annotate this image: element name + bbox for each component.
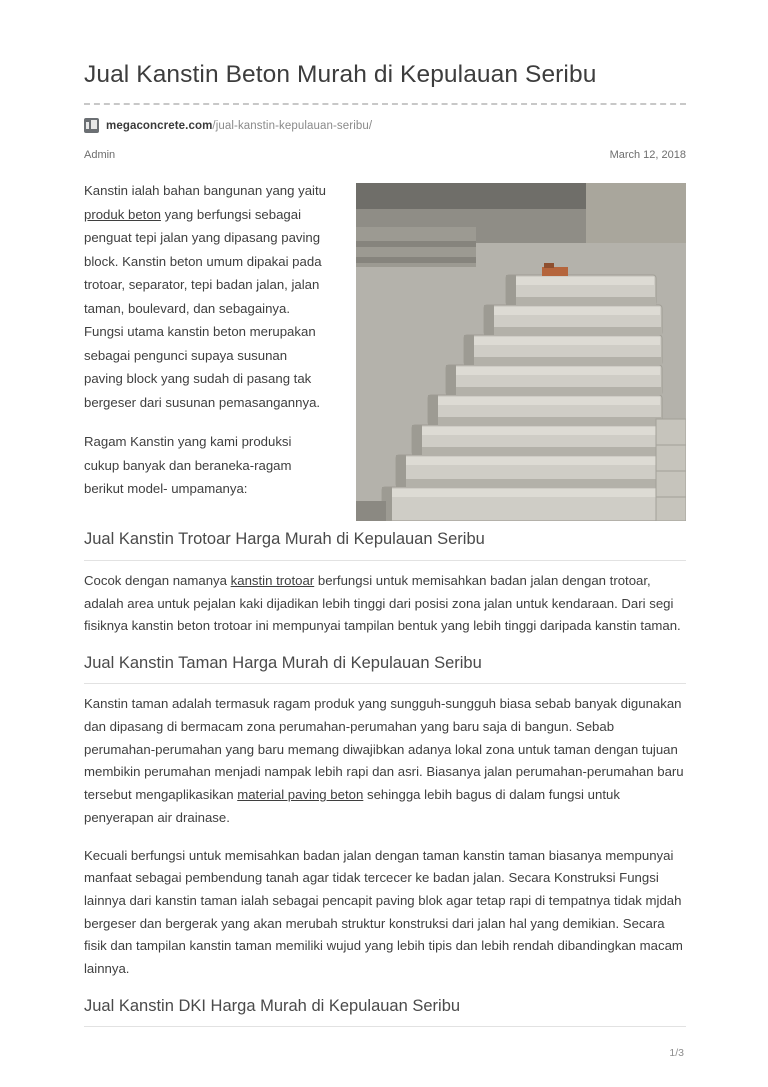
trotoar-p-after: berfungsi untuk memisahkan badan jalan dengan trotoar, adalah area untuk pejalan kaki dijadikan lebih tinggi dari posisi zona jalan untuk kendaraan. Dari segi fisiknya kanstin beton trotoar ini mempunyai tampilan bentuk yang lebih tinggi daripada kanstin taman. (84, 572, 681, 634)
taman-p1-before: Kanstin taman adalah termasuk ragam produk yang sungguh-sungguh biasa sebab banyak digunakan dan dipasang di bermacam zona perumahan-perumahan yang baru saja di bangun. Sebab perumahan-perumahan yang baru memang diwajibkan adanya lokal zona untuk taman dengan tujuan membikin perumahan menjadi nampak lebih rapi dan asri. Biasanya jalan perumahan-perumahan baru tersebut mengaplikasikan (84, 696, 684, 803)
date-label: March 12, 2018 (609, 149, 686, 162)
section-taman-paragraph-1 (84, 693, 686, 829)
intro-paragraph-1 (84, 179, 329, 414)
author-label: Admin (84, 149, 116, 162)
meta-row (84, 149, 686, 161)
intro-paragraph-2: Ragam Kanstin yang kami produksi cukup banyak dan beraneka-ragam berikut model- umpamanya: (84, 434, 292, 497)
taman-p1-after: sehingga lebih bagus di dalam fungsi untuk penyerapan air drainase. (84, 787, 620, 825)
source-url[interactable] (106, 120, 372, 132)
document-content (84, 60, 686, 1036)
intro-block (84, 179, 686, 519)
material-paving-beton-link[interactable]: material paving beton (237, 787, 364, 803)
section-taman-paragraph-2: Kecuali berfungsi untuk memisahkan badan jalan dengan taman kanstin taman biasanya mempunyai manfaat sebagai pembendung tanah agar tidak tercecer ke badan jalan. Secara Konstruksi Fungsi lainnya dari kanstin taman ialah sebagai pencapit paving blok agar tetap rapi di tempatnya tidak mjdah bergeser dan bergerak yang akan merubah struktur konstruksi dari jalan hal yang demikian. Secara fisik dan tampilan kanstin taman memiliki wujud yang lebih tipis dan lebih rendah dibandingkan macam lainnya. (84, 847, 683, 977)
page-number: 1/3 (669, 1047, 684, 1059)
site-favicon-icon (84, 118, 99, 133)
section-heading-trotoar: Jual Kanstin Trotoar Harga Murah di Kepulauan Seribu (84, 529, 686, 560)
section-trotoar-paragraph (84, 570, 686, 638)
section-heading-taman: Jual Kanstin Taman Harga Murah di Kepulauan Seribu (84, 653, 686, 684)
intro-p1-after: yang berfungsi sebagai penguat tepi jalan yang dipasang paving block. Kanstin beton umum dipakai pada trotoar, separator, tepi badan jalan, jalan taman, boulevard, dan sebagainya. Fungsi utama kanstin beton merupakan sebagai pengunci supaya susunan paving block yang sudah di pasang tak bergeser dari susunan pemasangannya. (84, 206, 322, 410)
page-title: Jual Kanstin Beton Murah di Kepulauan Seribu (84, 61, 597, 88)
source-path: /jual-kanstin-kepulauan-seribu/ (212, 119, 373, 132)
title-divider (84, 103, 686, 105)
section-heading-dki: Jual Kanstin DKI Harga Murah di Kepulauan Seribu (84, 996, 686, 1027)
kanstin-trotoar-link[interactable]: kanstin trotoar (230, 572, 315, 588)
source-row (84, 118, 686, 133)
source-domain: megaconcrete.com (106, 119, 213, 132)
intro-p1-before: Kanstin ialah bahan bangunan yang yaitu (84, 183, 326, 199)
produk-beton-link[interactable]: produk beton (84, 206, 161, 222)
trotoar-p-before: Cocok dengan namanya (84, 572, 231, 588)
intro-text-column (84, 179, 329, 517)
hero-image (356, 183, 686, 521)
